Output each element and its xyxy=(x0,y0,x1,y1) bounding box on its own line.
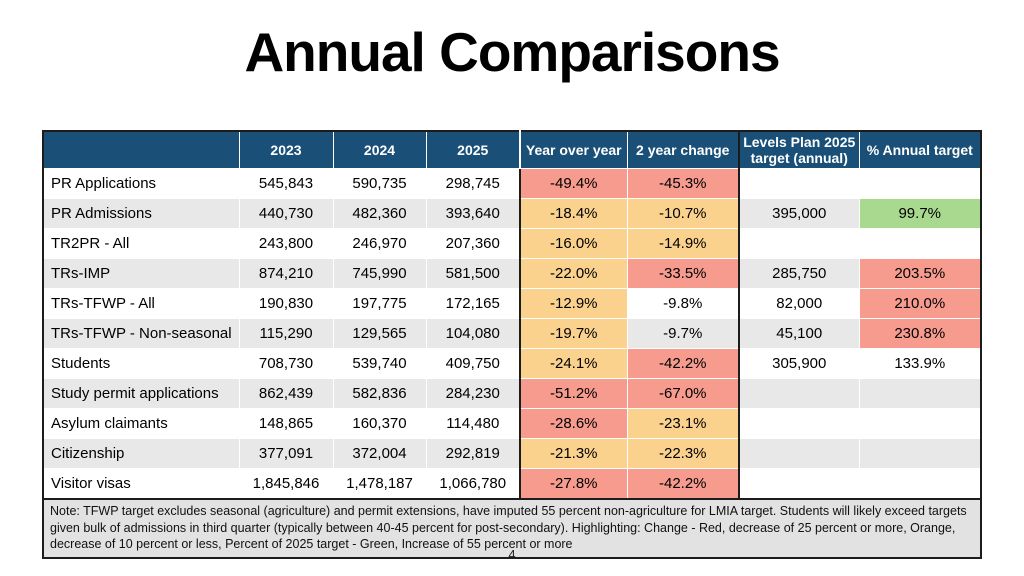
table-row xyxy=(43,319,981,349)
levels-plan-target-value xyxy=(739,409,859,439)
value-2024: 197,775 xyxy=(333,289,426,319)
row-label: TR2PR - All xyxy=(43,229,239,259)
value-2023: 1,845,846 xyxy=(239,469,333,500)
row-label: Study permit applications xyxy=(43,379,239,409)
value-2025: 104,080 xyxy=(426,319,520,349)
table-row xyxy=(43,199,981,229)
value-2025: 207,360 xyxy=(426,229,520,259)
value-2024: 482,360 xyxy=(333,199,426,229)
value-2024: 745,990 xyxy=(333,259,426,289)
column-header-blank xyxy=(43,131,239,169)
year-over-year-value: -24.1% xyxy=(520,349,627,379)
value-2023: 545,843 xyxy=(239,169,333,199)
value-2025: 298,745 xyxy=(426,169,520,199)
levels-plan-target-value: 45,100 xyxy=(739,319,859,349)
percent-annual-target-value: 133.9% xyxy=(859,349,981,379)
row-label: Citizenship xyxy=(43,439,239,469)
row-label: PR Admissions xyxy=(43,199,239,229)
row-label: TRs-TFWP - All xyxy=(43,289,239,319)
two-year-change-value: -33.5% xyxy=(627,259,739,289)
year-over-year-value: -49.4% xyxy=(520,169,627,199)
two-year-change-value: -9.7% xyxy=(627,319,739,349)
header-row xyxy=(43,131,981,169)
two-year-change-value: -42.2% xyxy=(627,469,739,500)
value-2024: 372,004 xyxy=(333,439,426,469)
levels-plan-target-value xyxy=(739,379,859,409)
value-2023: 148,865 xyxy=(239,409,333,439)
value-2025: 292,819 xyxy=(426,439,520,469)
levels-plan-target-value xyxy=(739,229,859,259)
table-row xyxy=(43,169,981,199)
value-2025: 172,165 xyxy=(426,289,520,319)
table-row xyxy=(43,409,981,439)
value-2024: 590,735 xyxy=(333,169,426,199)
value-2024: 1,478,187 xyxy=(333,469,426,500)
page-number: 4 xyxy=(508,547,516,562)
column-header-year-over-year: Year over year xyxy=(520,131,627,169)
year-over-year-value: -19.7% xyxy=(520,319,627,349)
levels-plan-target-value xyxy=(739,469,859,500)
two-year-change-value: -42.2% xyxy=(627,349,739,379)
value-2025: 284,230 xyxy=(426,379,520,409)
levels-plan-target-value: 82,000 xyxy=(739,289,859,319)
two-year-change-value: -67.0% xyxy=(627,379,739,409)
value-2023: 190,830 xyxy=(239,289,333,319)
year-over-year-value: -22.0% xyxy=(520,259,627,289)
row-label: TRs-IMP xyxy=(43,259,239,289)
year-over-year-value: -51.2% xyxy=(520,379,627,409)
percent-annual-target-value xyxy=(859,469,981,500)
value-2024: 129,565 xyxy=(333,319,426,349)
year-over-year-value: -16.0% xyxy=(520,229,627,259)
table-row xyxy=(43,289,981,319)
row-label: Students xyxy=(43,349,239,379)
row-label: PR Applications xyxy=(43,169,239,199)
value-2025: 393,640 xyxy=(426,199,520,229)
value-2024: 160,370 xyxy=(333,409,426,439)
two-year-change-value: -22.3% xyxy=(627,439,739,469)
percent-annual-target-value xyxy=(859,169,981,199)
percent-annual-target-value: 203.5% xyxy=(859,259,981,289)
table-row xyxy=(43,229,981,259)
value-2023: 243,800 xyxy=(239,229,333,259)
value-2025: 409,750 xyxy=(426,349,520,379)
value-2025: 1,066,780 xyxy=(426,469,520,500)
row-label: TRs-TFWP - Non-seasonal xyxy=(43,319,239,349)
column-header-levels-plan-2025-target-annual: Levels Plan 2025 target (annual) xyxy=(739,131,859,169)
value-2024: 582,836 xyxy=(333,379,426,409)
value-2023: 874,210 xyxy=(239,259,333,289)
table-note: Note: TFWP target excludes seasonal (agriculture) and permit extensions, have imputed 55 percent non-agriculture for LMIA target. Students will likely exceed targets given bulk of admissions in third quarter (typically between 40-45 percent for post-secondary). Highlighting: Change - Red, decrease of 25 percent or more, Orange, decrease of 10 percent or less, Percent of 2025 target - Green, Increase of 55 percent or more xyxy=(43,499,981,558)
table-body xyxy=(43,169,981,500)
year-over-year-value: -12.9% xyxy=(520,289,627,319)
row-label: Asylum claimants xyxy=(43,409,239,439)
value-2023: 862,439 xyxy=(239,379,333,409)
column-header-2025: 2025 xyxy=(426,131,520,169)
percent-annual-target-value xyxy=(859,409,981,439)
column-header-2-year-change: 2 year change xyxy=(627,131,739,169)
value-2023: 440,730 xyxy=(239,199,333,229)
percent-annual-target-value: 230.8% xyxy=(859,319,981,349)
levels-plan-target-value: 305,900 xyxy=(739,349,859,379)
percent-annual-target-value: 210.0% xyxy=(859,289,981,319)
two-year-change-value: -9.8% xyxy=(627,289,739,319)
levels-plan-target-value xyxy=(739,439,859,469)
percent-annual-target-value xyxy=(859,439,981,469)
two-year-change-value: -14.9% xyxy=(627,229,739,259)
slide-title: Annual Comparisons xyxy=(244,21,780,83)
year-over-year-value: -21.3% xyxy=(520,439,627,469)
two-year-change-value: -10.7% xyxy=(627,199,739,229)
two-year-change-value: -45.3% xyxy=(627,169,739,199)
percent-annual-target-value xyxy=(859,229,981,259)
table-row xyxy=(43,439,981,469)
two-year-change-value: -23.1% xyxy=(627,409,739,439)
value-2023: 115,290 xyxy=(239,319,333,349)
table-row xyxy=(43,349,981,379)
table-row xyxy=(43,259,981,289)
column-header-2023: 2023 xyxy=(239,131,333,169)
column-header-annual-target: % Annual target xyxy=(859,131,981,169)
percent-annual-target-value xyxy=(859,379,981,409)
year-over-year-value: -28.6% xyxy=(520,409,627,439)
value-2023: 708,730 xyxy=(239,349,333,379)
value-2024: 246,970 xyxy=(333,229,426,259)
value-2025: 581,500 xyxy=(426,259,520,289)
percent-annual-target-value: 99.7% xyxy=(859,199,981,229)
table-row xyxy=(43,379,981,409)
value-2025: 114,480 xyxy=(426,409,520,439)
value-2023: 377,091 xyxy=(239,439,333,469)
table-header xyxy=(43,131,981,169)
levels-plan-target-value: 285,750 xyxy=(739,259,859,289)
row-label: Visitor visas xyxy=(43,469,239,500)
value-2024: 539,740 xyxy=(333,349,426,379)
levels-plan-target-value: 395,000 xyxy=(739,199,859,229)
column-header-2024: 2024 xyxy=(333,131,426,169)
year-over-year-value: -18.4% xyxy=(520,199,627,229)
levels-plan-target-value xyxy=(739,169,859,199)
table-row xyxy=(43,469,981,500)
annual-comparisons-table xyxy=(42,130,982,559)
year-over-year-value: -27.8% xyxy=(520,469,627,500)
